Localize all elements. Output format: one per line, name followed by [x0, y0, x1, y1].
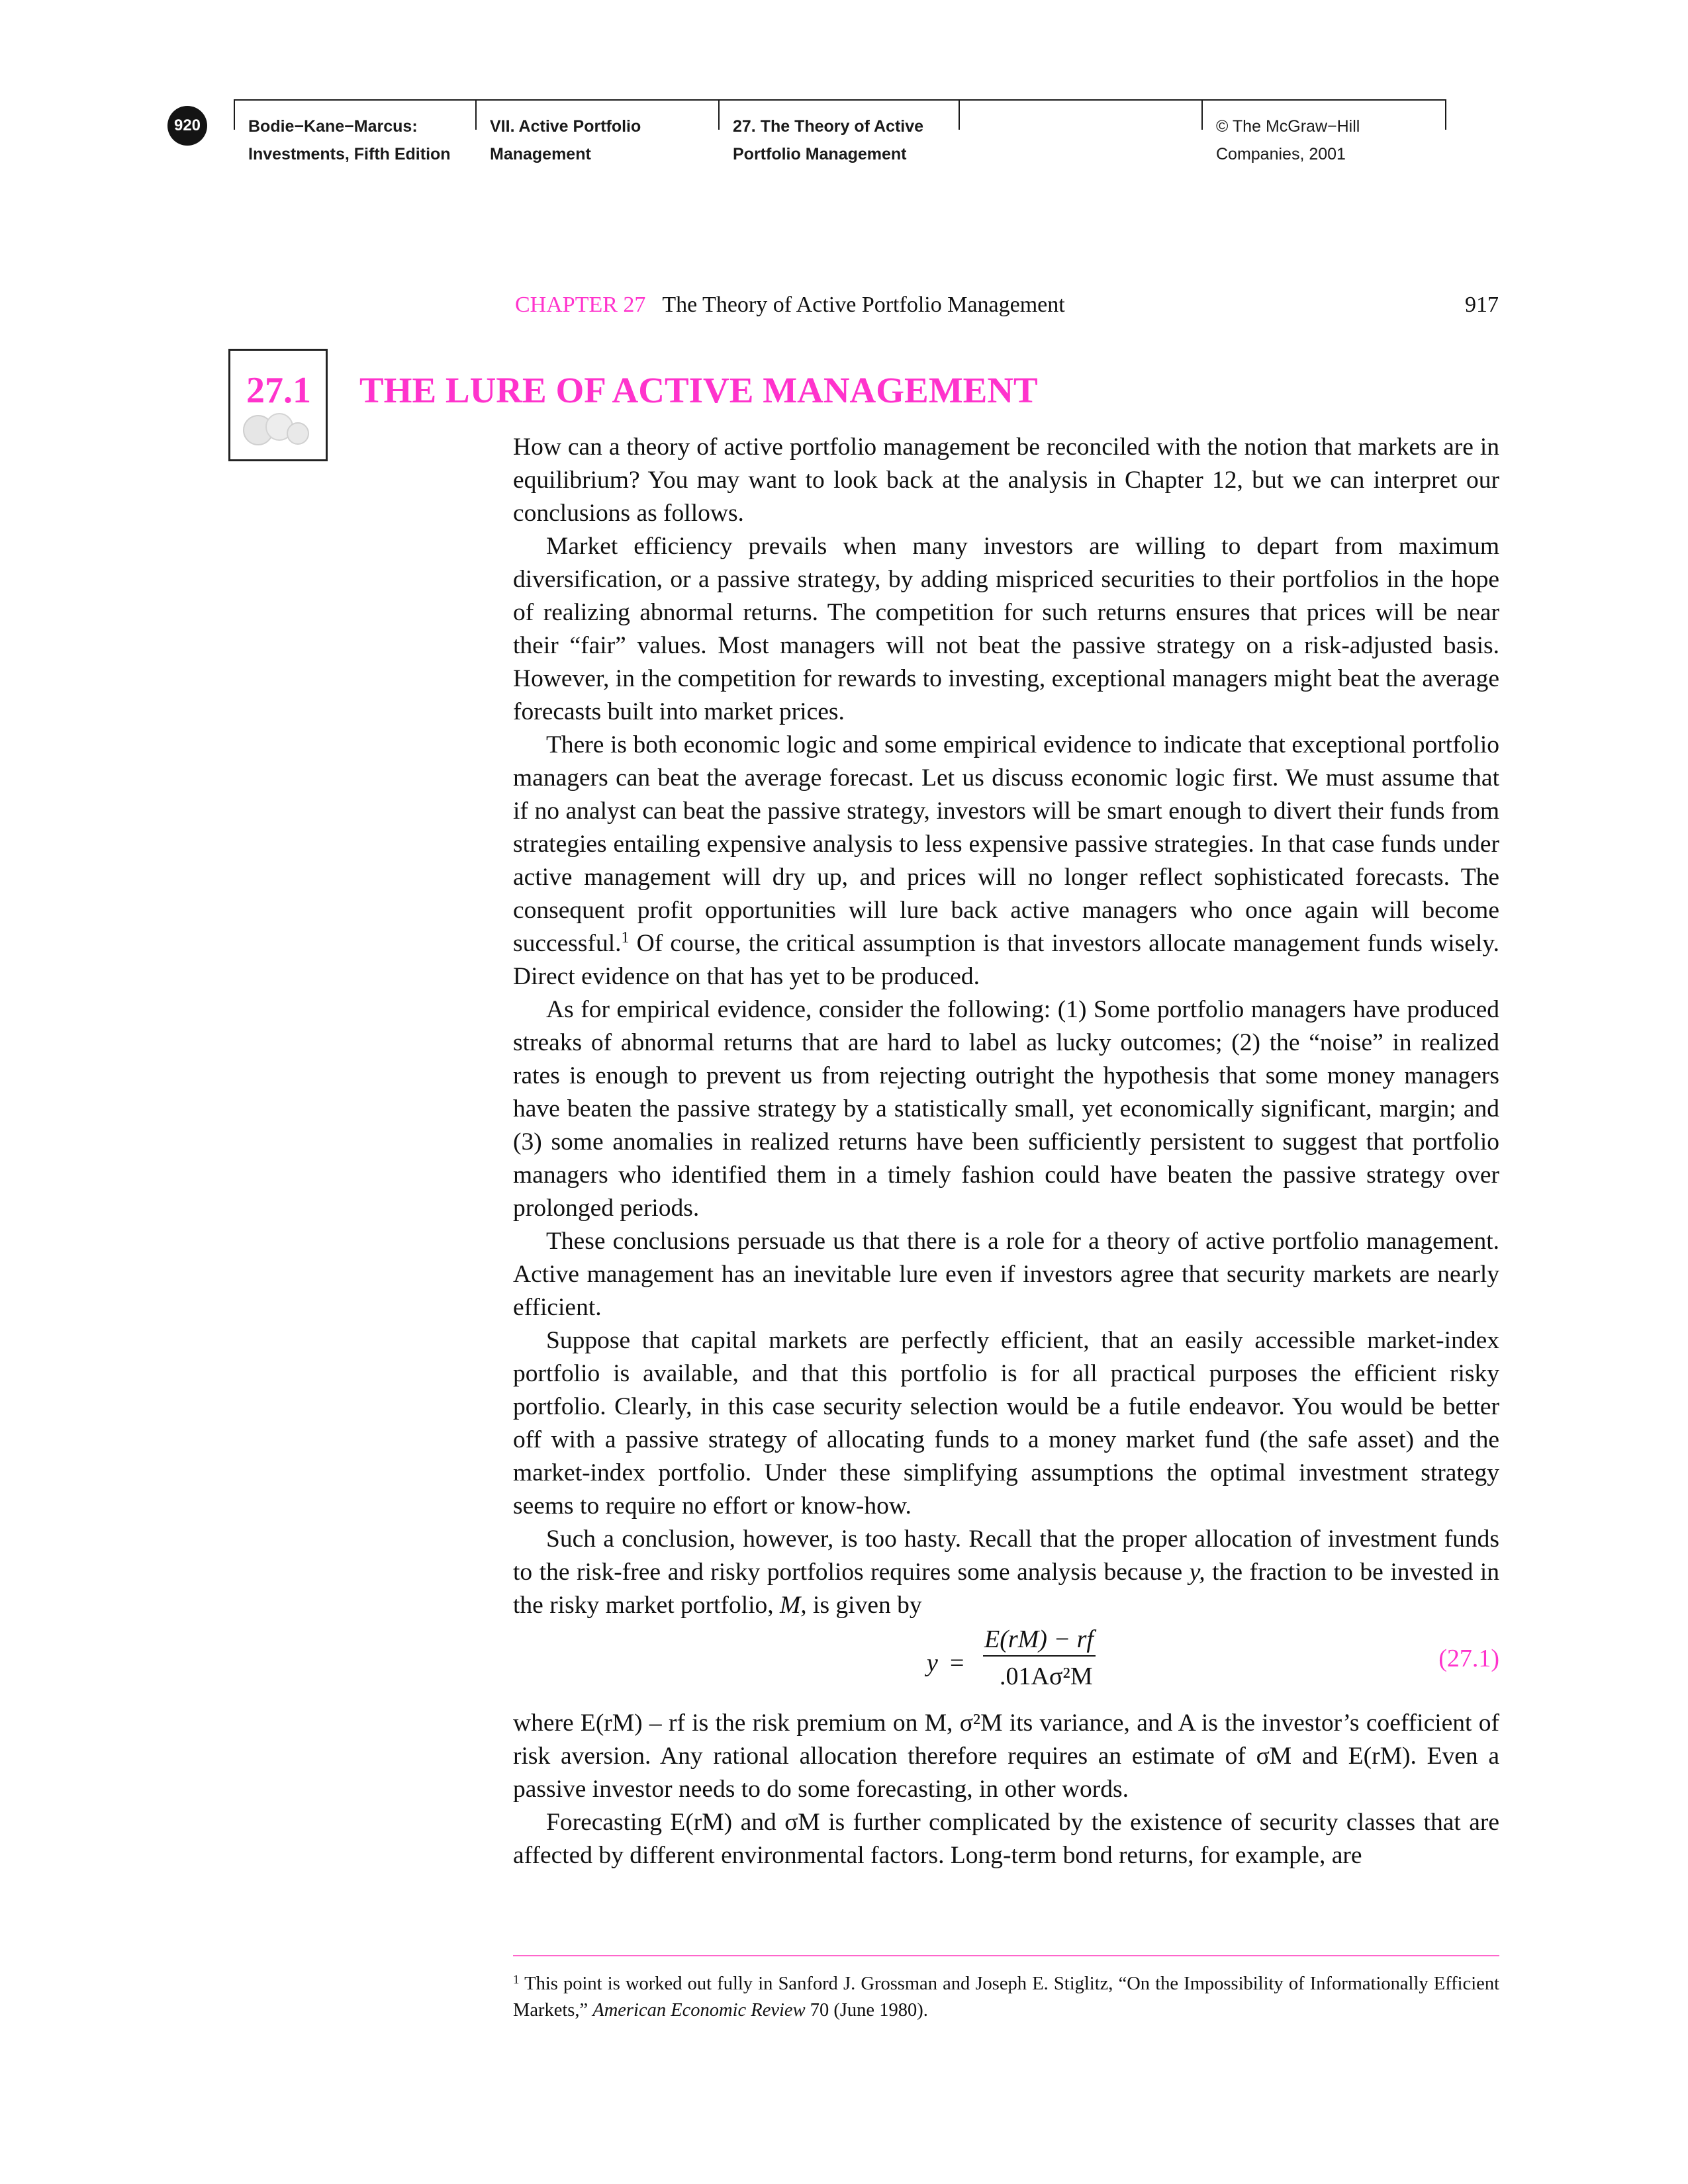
- footnote-marker: 1: [621, 929, 630, 946]
- paragraph: Market efficiency prevails when many investors are willing to depart from maximum diversification, or a passive strategy, by adding mispriced securities to their portfolios in the hope of realizing abnormal returns. The competition for such returns ensures that prices will be near their “fair” values. Most managers will not beat the passive strategy on a risk-adjusted basis. However, in the competition for rewards to investing, exceptional managers might beat the average forecasts built into market prices.: [513, 533, 1499, 725]
- equation-numerator: E(rM) − rf: [984, 1625, 1094, 1653]
- equation-label: (27.1): [1438, 1645, 1499, 1672]
- header-divider: [959, 99, 960, 130]
- paragraph: where E(rM) – rf is the risk premium on M, σ²M its variance, and A is the investor’s coefficient of risk aversion. Any rational allocation therefore requires an estimate of σM and E(rM). Even a passive investor needs to do some forecasting, in other words.: [513, 1709, 1499, 1803]
- header-book: [248, 113, 451, 165]
- page-badge: 920: [167, 106, 207, 146]
- page-number: 917: [1465, 293, 1499, 317]
- header-rule: [234, 99, 1446, 101]
- footnote-number: 1: [513, 1973, 520, 1987]
- paragraph: [513, 729, 1499, 993]
- paragraph: [513, 1523, 1499, 1622]
- paragraph-text: Of course, the critical assumption is that investors allocate management funds wisely. Direct evidence on that has yet to be produced.: [513, 930, 1500, 990]
- part-title-line1: VII. Active Portfolio: [490, 117, 641, 136]
- fraction-bar: [983, 1655, 1096, 1657]
- copyright-line1: © The McGraw−Hill: [1216, 117, 1360, 136]
- paragraph: Forecasting E(rM) and σM is further complicated by the existence of security classes that are affected by different environmental factors. Long-term bond returns, for example, are: [513, 1809, 1499, 1869]
- book-title-line1: Bodie−Kane−Marcus:: [248, 117, 418, 136]
- paragraph-text: There is both economic logic and some empirical evidence to indicate that exceptional portfolio managers can beat the average forecast. Let us discuss economic logic first. We must assume that if no analyst can beat the passive strategy, investors will be smart enough to divert their funds from strategies entailing expensive analysis to less expensive passive strategies. In that case funds under active management will dry up, and prices will no longer reflect sophisticated forecasts. The consequent profit opportunities will lure back active managers who once again will become successful.: [513, 731, 1499, 957]
- running-head-chapter: CHAPTER 27: [515, 293, 646, 317]
- chapter-title-line1: 27. The Theory of Active: [733, 117, 924, 136]
- footnote-rule: [513, 1955, 1499, 1956]
- book-title-line2: Investments, Fifth Edition: [248, 145, 451, 163]
- footnote-text: This point is worked out fully in Sanford J. Grossman and Joseph E. Stiglitz, “On the Impossibility of Informationally Efficient Markets,”: [513, 1974, 1499, 2021]
- section-number: 27.1: [246, 370, 311, 411]
- header-chapter: [733, 113, 923, 165]
- section-title: THE LURE OF ACTIVE MANAGEMENT: [359, 370, 1038, 410]
- running-head-title: The Theory of Active Portfolio Management: [662, 293, 1065, 317]
- equation-equals: =: [950, 1649, 964, 1677]
- variable-m: M,: [780, 1592, 807, 1619]
- footnote-text: 70 (June 1980).: [810, 2000, 928, 2021]
- header-divider: [234, 99, 235, 130]
- paragraph: As for empirical evidence, consider the following: (1) Some portfolio managers have produced streaks of abnormal returns that are hard to label as lucky outcomes; (2) the “noise” in realized rates is enough to prevent us from rejecting outright the hypothesis that some money managers have beaten the passive strategy by a statistically small, yet economically significant, margin; and (3) some anomalies in realized returns have been sufficiently persistent to suggest that portfolio managers who identified them in a timely fashion could have beaten the passive strategy over prolonged periods.: [513, 996, 1499, 1222]
- variable-y: y,: [1189, 1559, 1205, 1586]
- paragraph: Suppose that capital markets are perfectly efficient, that an easily accessible market-index portfolio is available, and that this portfolio is for all practical purposes the efficient risky portfolio. Clearly, in this case security selection would be a futile endeavor. You would be better off with a passive strategy of allocating funds to a money market fund (the safe asset) and the market-index portfolio. Under these simplifying assumptions the optimal investment strategy seems to require no effort or know-how.: [513, 1327, 1499, 1520]
- header-divider: [718, 99, 720, 130]
- equation-lhs: y: [927, 1649, 938, 1677]
- body-text: [513, 431, 1499, 1872]
- part-title-line2: Management: [490, 145, 591, 163]
- header-divider: [1201, 99, 1203, 130]
- section-decoration-icon: [238, 407, 318, 453]
- equation-denominator: .01Aσ²M: [1000, 1662, 1093, 1690]
- header-part: [490, 113, 641, 165]
- equation-27-1: [513, 1622, 1499, 1707]
- paragraph: These conclusions persuade us that there is a role for a theory of active portfolio management. Active management has an inevitable lure even if investors agree that security markets are nearly efficient.: [513, 1228, 1499, 1321]
- header-copyright: [1216, 113, 1360, 165]
- header-divider: [475, 99, 477, 130]
- copyright-line2: Companies, 2001: [1216, 145, 1346, 163]
- footnote-journal: American Economic Review: [592, 2000, 806, 2021]
- paragraph-text: is given by: [813, 1592, 922, 1619]
- footnote: [513, 1971, 1499, 2024]
- header-divider: [1445, 99, 1446, 130]
- chapter-title-line2: Portfolio Management: [733, 145, 907, 163]
- running-head: [515, 293, 1065, 318]
- paragraph-text: Such a conclusion, however, is too hasty. Recall that the proper allocation of investment funds to the risk-free and risky portfolios requires some analysis because: [513, 1525, 1499, 1586]
- paragraph-text: the fraction to be invested in the risky market portfolio,: [513, 1559, 1500, 1619]
- paragraph: How can a theory of active portfolio management be reconciled with the notion that markets are in equilibrium? You may want to look back at the analysis in Chapter 12, but we can interpret our conclusions as follows.: [513, 433, 1499, 527]
